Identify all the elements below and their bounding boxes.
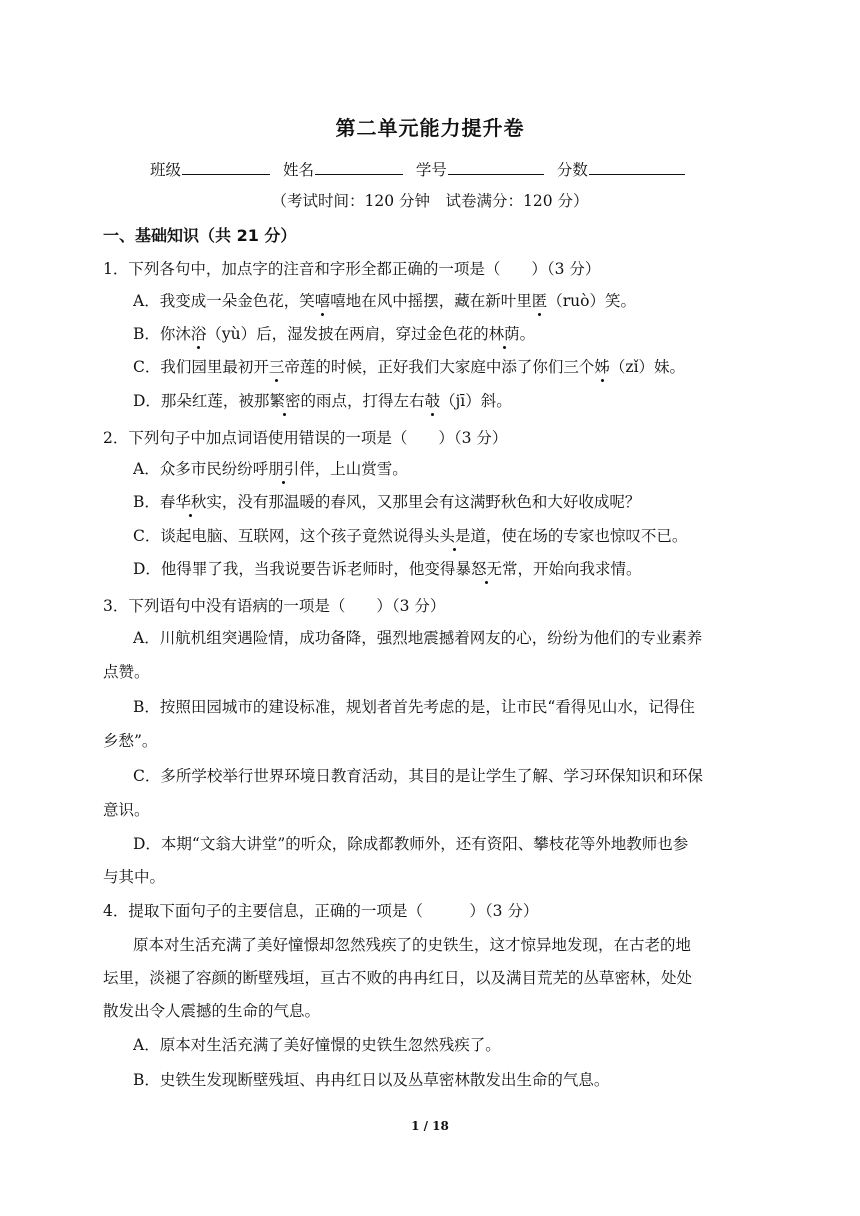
question-3-option-d-cont: 与其中。 (103, 868, 166, 886)
question-3-option-c[interactable]: C．多所学校举行世界环境日教育活动，其目的是让学生了解、学习环保知识和环保 (133, 767, 703, 785)
question-4-option-a[interactable]: A．原本对生活充满了美好憧憬的史铁生忽然残疾了。 (133, 1036, 501, 1054)
question-4-passage-line-3: 散发出令人震撼的生命的气息。 (103, 1002, 321, 1020)
question-1-option-a[interactable]: A．我变成一朵金色花，笑嘻嘻地在风中摇摆，藏在新叶里匿（ruò）笑。 (133, 292, 636, 310)
question-4-stem: 4．提取下面句子的主要信息，正确的一项是（ ）（3 分） (103, 902, 539, 920)
question-1-option-d[interactable]: D．那朵红莲，被那繁密的雨点，打得左右攲（jī）斜。 (133, 392, 512, 410)
student-id-field[interactable]: 学号 (416, 161, 544, 179)
page-title: 第二单元能力提升卷 (335, 116, 525, 140)
question-2-option-a[interactable]: A．众多市民纷纷呼朋引伴，上山赏雪。 (133, 460, 408, 478)
question-4-passage-line-1: 原本对生活充满了美好憧憬却忽然残疾了的史铁生，这才惊异地发现，在古老的地 (133, 936, 692, 954)
question-2-option-c[interactable]: C．谈起电脑、互联网，这个孩子竟然说得头头是道，使在场的专家也惊叹不已。 (133, 527, 688, 545)
question-3-option-a-cont: 点赞。 (103, 663, 150, 681)
question-3-stem: 3．下列语句中没有语病的一项是（ ）（3 分） (103, 597, 446, 615)
question-1-option-c[interactable]: C．我们园里最初开三帝莲的时候，正好我们大家庭中添了你们三个姊（zǐ）妹。 (133, 358, 686, 376)
page-number: 1 / 18 (411, 1119, 449, 1133)
question-3-option-a[interactable]: A．川航机组突遇险情，成功备降，强烈地震撼着网友的心，纷纷为他们的专业素养 (133, 629, 703, 647)
question-4-option-b[interactable]: B．史铁生发现断壁残垣、冉冉红日以及丛草密林散发出生命的气息。 (133, 1071, 610, 1089)
student-info-row (150, 158, 693, 180)
question-1-stem: 1．下列各句中，加点字的注音和字形全都正确的一项是（ ）（3 分） (103, 260, 601, 278)
score-field[interactable]: 分数 (557, 161, 685, 179)
question-2-option-b[interactable]: B．春华秋实，没有那温暖的春风，又那里会有这满野秋色和大好收成呢？ (133, 493, 641, 511)
question-3-option-b-cont: 乡愁”。 (103, 732, 158, 750)
question-2-stem: 2．下列句子中加点词语使用错误的一项是（ ）（3 分） (103, 429, 508, 447)
question-3-option-b[interactable]: B．按照田园城市的建设标准，规划者首先考虑的是，让市民“看得见山水，记得住 (133, 698, 695, 716)
question-3-option-c-cont: 意识。 (103, 801, 150, 819)
question-2-option-d[interactable]: D．他得罪了我，当我说要告诉老师时，他变得暴怒无常，开始向我求情。 (133, 560, 642, 578)
section-heading: 一、基础知识（共 21 分） (103, 226, 297, 245)
name-field[interactable]: 姓名 (283, 161, 403, 179)
class-field[interactable]: 班级 (150, 161, 270, 179)
exam-time-note: （考试时间：120 分钟 试卷满分：120 分） (271, 192, 589, 210)
question-3-option-d[interactable]: D．本期“文翁大讲堂”的听众，除成都教师外，还有资阳、攀枝花等外地教师也参 (133, 835, 689, 853)
question-4-passage-line-2: 坛里，淡褪了容颜的断壁残垣，亘古不败的冉冉红日，以及满目荒芜的丛草密林，处处 (103, 969, 693, 987)
question-1-option-b[interactable]: B．你沐浴（yù）后，湿发披在两肩，穿过金色花的林荫。 (133, 325, 536, 343)
